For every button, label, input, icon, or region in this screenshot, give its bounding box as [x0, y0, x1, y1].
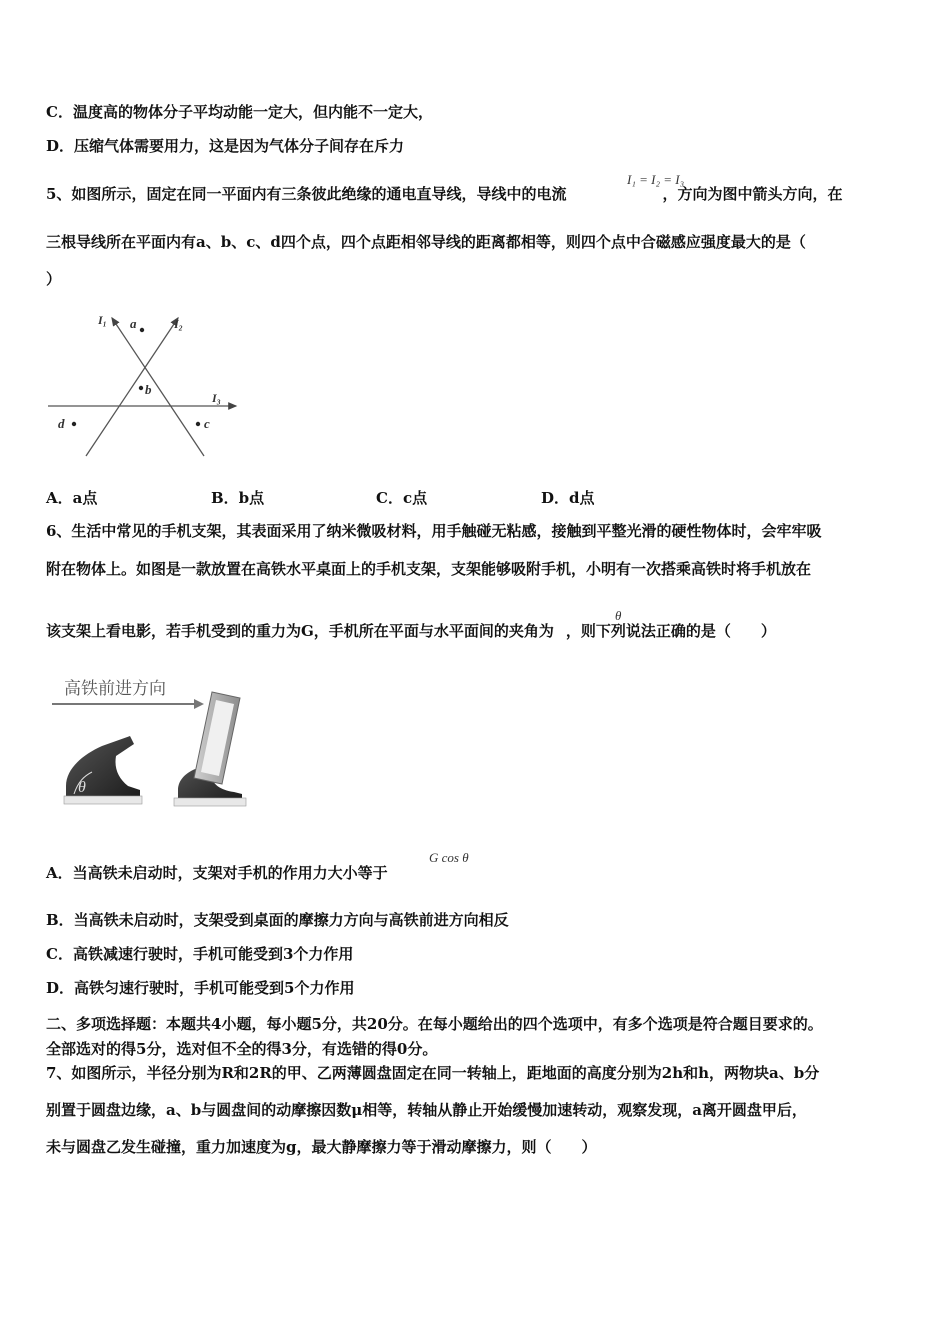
q6-option-a-formula: G cos θ — [429, 850, 469, 865]
q6-option-a-text: A．当高铁未启动时，支架对手机的作用力大小等于 — [46, 864, 388, 882]
wire-i3-label: I₃ — [212, 391, 221, 405]
q5-stem-line3: ） — [46, 270, 62, 288]
q5-stem-line2: 三根导线所在平面内有a、b、c、d四个点，四个点距相邻导线的距离都相等，则四个点中合磁感应强度最大的是（ — [46, 233, 806, 251]
q5-option-b: B．b点 — [211, 489, 265, 507]
point-b-dot — [139, 386, 143, 390]
section2-heading-line1: 二、多项选择题：本题共4小题，每小题5分，共20分。在每小题给出的四个选项中，有多个选项是符合题目要求的。 — [46, 1015, 823, 1033]
stand-right-base — [174, 798, 246, 806]
wire-i1-line — [112, 318, 204, 456]
point-d-dot — [72, 422, 76, 426]
q7-stem-line2: 别置于圆盘边缘，a、b与圆盘间的动摩擦因数μ相等，转轴从静止开始缓慢加速转动，观察发现，a离开圆盘甲后， — [46, 1101, 807, 1119]
q5-option-d: D．d点 — [541, 489, 595, 507]
wire-i2-line — [86, 318, 178, 456]
train-direction-arrow-head — [194, 699, 204, 709]
q6-theta-symbol: θ — [615, 608, 622, 623]
q6-stem-pre: 该支架上看电影，若手机受到的重力为G，手机所在平面与水平面间的夹角为 — [46, 622, 554, 640]
q5-stem-pre: 5、如图所示，固定在同一平面内有三条彼此绝缘的通电直导线，导线中的电流 — [46, 185, 567, 203]
q5-current-formula: I₁ = I₂ = I₃ — [627, 172, 685, 187]
q4-option-d: D．压缩气体需要用力，这是因为气体分子间存在斥力 — [46, 137, 405, 155]
q6-stem-line2: 附在物体上。如图是一款放置在高铁水平桌面上的手机支架，支架能够吸附手机，小明有一次搭乘高铁时将手机放在 — [46, 560, 812, 578]
section2-heading-line2: 全部选对的得5分，选对但不全的得3分，有选错的得0分。 — [46, 1040, 438, 1058]
q6-phone-stand-figure — [44, 668, 254, 813]
train-direction-label: 高铁前进方向 — [64, 679, 166, 699]
point-c-label: c — [204, 416, 210, 431]
q5-option-a: A．a点 — [46, 489, 98, 507]
wire-i1-label: I₁ — [98, 313, 107, 327]
q6-option-b: B．当高铁未启动时，支架受到桌面的摩擦力方向与高铁前进方向相反 — [46, 911, 509, 929]
point-a-dot — [140, 328, 144, 332]
q5-stem-post: ，方向为图中箭头方向，在 — [662, 185, 843, 203]
q5-wire-figure — [44, 306, 244, 461]
point-a-label: a — [130, 316, 137, 331]
q4-option-c: C．温度高的物体分子平均动能一定大，但内能不一定大， — [46, 103, 433, 121]
point-b-label: b — [145, 382, 152, 397]
q7-stem-line1: 7、如图所示，半径分别为R和2R的甲、乙两薄圆盘固定在同一转轴上，距地面的高度分别为2h和h，两物块a、b分 — [46, 1064, 820, 1082]
stand-angle-theta-label: θ — [78, 779, 86, 796]
point-c-dot — [196, 422, 200, 426]
q5-option-c: C．c点 — [376, 489, 428, 507]
wire-i2-label: I₂ — [174, 317, 183, 331]
q6-option-a — [46, 863, 388, 883]
stand-left-base — [64, 796, 142, 804]
q6-option-c: C．高铁减速行驶时，手机可能受到3个力作用 — [46, 945, 354, 963]
q6-stem-post: ，则下列说法正确的是（ ） — [565, 622, 776, 640]
q6-stem-line3 — [46, 621, 776, 641]
q6-stem-line1: 6、生活中常见的手机支架，其表面采用了纳米微吸材料，用手触碰无粘感，接触到平整光滑的硬性物体时，会牢牢吸 — [46, 522, 822, 540]
q5-stem-line1 — [46, 184, 842, 204]
point-d-label: d — [58, 416, 65, 431]
q7-stem-line3: 未与圆盘乙发生碰撞，重力加速度为g，最大静摩擦力等于滑动摩擦力，则（ ） — [46, 1138, 597, 1156]
q6-option-d: D．高铁匀速行驶时，手机可能受到5个力作用 — [46, 979, 355, 997]
